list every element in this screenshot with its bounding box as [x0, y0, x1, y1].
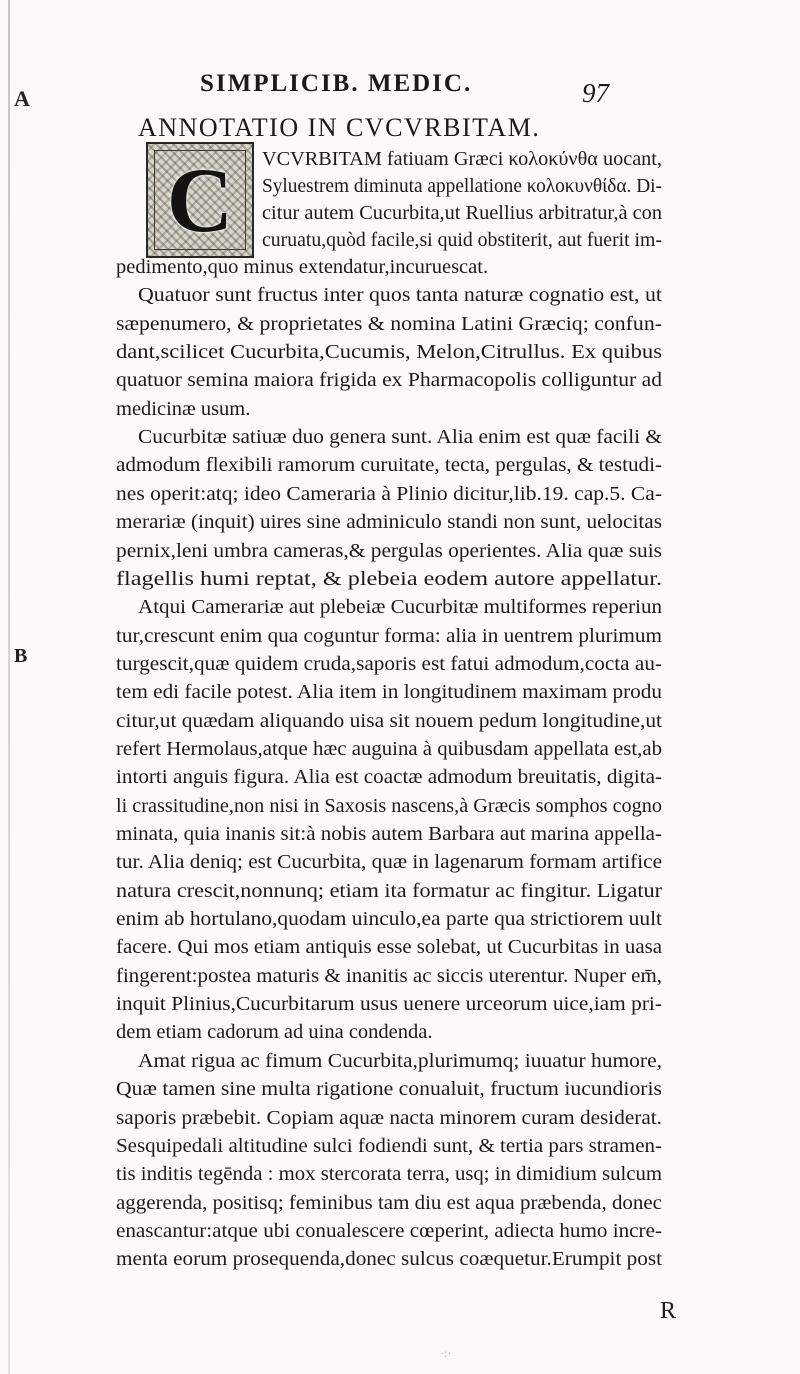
margin-mark-a: A	[14, 86, 30, 111]
text-line: minata, quia inanis sit:à nobis autem Barbara aut marina appella-	[116, 823, 662, 845]
text-line: enim ab hortulano,quodam uinculo,ea parte qua strictiorem uult	[116, 908, 662, 931]
signature-mark: R	[660, 1298, 677, 1324]
initial-letter: C	[166, 149, 234, 251]
text-line: menta eorum prosequenda,donec sulcus coæquetur.Erumpit post	[116, 1248, 662, 1271]
text-line: Atqui Camerariæ aut plebeiæ Cucurbitæ multiformes reperiun	[138, 596, 662, 619]
text-line: pedimento,quo minus extendatur,incuruescat.	[116, 256, 489, 278]
page-number: 97	[582, 78, 609, 108]
text-line: Amat rigua ac fimum Cucurbita,plurimumq; iuuatur humore,	[138, 1049, 662, 1072]
text-line: nes operit:atq; ideo Cameraria à Plinio dicitur,lib.19. cap.5. Ca-	[116, 482, 662, 505]
ink-speck: ·:·	[440, 1346, 452, 1360]
text-line: tur. Alia deniq; est Cucurbita, quæ in lagenarum formam artifice	[116, 851, 662, 874]
text-line: quatuor semina maiora frigida ex Pharmacopolis colliguntur ad	[116, 369, 662, 392]
text-line: fingerent:postea maturis & inanitis ac siccis uterentur. Nuper em̄,	[116, 964, 662, 987]
text-line: inquit Plinius,Cucurbitarum usus uenere urceorum uice,iam pri-	[116, 993, 662, 1016]
text-line: Cucurbitæ satiuæ duo genera sunt. Alia enim est quæ facili &	[138, 426, 662, 449]
margin-mark-b: B	[14, 645, 28, 667]
text-line: Syluestrem diminuta appellatione κολοκυνθίδα. Di-	[262, 175, 662, 197]
text-line: medicinæ usum.	[116, 397, 251, 420]
text-line: tis inditis tegēnda : mox stercorata terra, usq; in dimidium sulcum	[116, 1163, 662, 1186]
text-line: merariæ (inquit) uires sine adminiculo standi non sunt, uelocitas	[116, 511, 662, 534]
text-line: VCVRBITAM fatiuam Græci κολοκύνθα uocant,	[262, 148, 662, 170]
text-line: Quæ tamen sine multa rigatione conualuit, fructum iucundioris	[116, 1078, 662, 1101]
text-line: curuatu,quòd facile,si quid obstiterit, aut fuerit im-	[262, 229, 662, 251]
running-head: SIMPLICIB. MEDIC.	[200, 70, 473, 97]
text-line: dant,scilicet Cucurbita,Cucumis, Melon,Citrullus. Ex quibus	[116, 341, 662, 364]
text-line: flagellis humi reptat, & plebeia eodem autore appellatur.	[116, 567, 662, 590]
text-line: facere. Qui mos etiam antiquis esse solebat, ut Cucurbitas in uasa	[116, 936, 662, 959]
binding-edge	[8, 0, 10, 1374]
text-line: li crassitudine,non nisi in Saxosis nascens,à Græcis somphos cogno	[116, 794, 662, 817]
text-line: saporis præbebit. Copiam aquæ nacta minorem curam desiderat.	[116, 1106, 662, 1129]
text-line: pernix,leni umbra cameras,& pergulas operientes. Alia quæ suis	[116, 539, 662, 562]
text-line: intorti anguis figura. Alia est coactæ admodum breuitatis, digita-	[116, 766, 662, 789]
text-line: turgescit,quæ quidem cruda,saporis est fatui admodum,cocta au-	[116, 652, 662, 675]
decorated-initial	[146, 142, 254, 258]
text-line: sæpenumero, & proprietates & nomina Latini Græciq; confun-	[116, 312, 662, 335]
text-line: natura crescit,nonnunq; etiam ita formatur ac fingitur. Ligatur	[116, 879, 662, 902]
section-title: ANNOTATIO IN CVCVRBITAM.	[138, 113, 541, 142]
text-line: tur,crescunt enim qua coguntur forma: alia in uentrem plurimum	[116, 624, 662, 647]
text-line: refert Hermolaus,atque hæc auguina à quibusdam appellata est,ab	[116, 737, 662, 760]
text-line: citur autem Cucurbita,ut Ruellius arbitratur,à con	[262, 202, 662, 224]
text-line: enascantur:atque ubi conualescere cœperint, adiecta humo incre-	[116, 1219, 662, 1242]
text-line: tem edi facile potest. Alia item in longitudinem maximam produ	[116, 681, 662, 704]
text-line: Sesquipedali altitudine sulci fodiendi sunt, & tertia pars stramen-	[116, 1134, 662, 1157]
text-line: aggerenda, positisq; feminibus tam diu est aqua præbenda, donec	[116, 1191, 662, 1214]
text-line: Quatuor sunt fructus inter quos tanta naturæ cognatio est, ut	[138, 284, 662, 307]
text-line: admodum flexibili ramorum curuitate, tecta, pergulas, & testudi-	[116, 454, 662, 477]
text-line: dem etiam cadorum ad uina condenda.	[116, 1021, 433, 1044]
text-line: citur,ut quædam aliquando uisa sit nouem pedum longitudine,ut	[116, 709, 662, 732]
